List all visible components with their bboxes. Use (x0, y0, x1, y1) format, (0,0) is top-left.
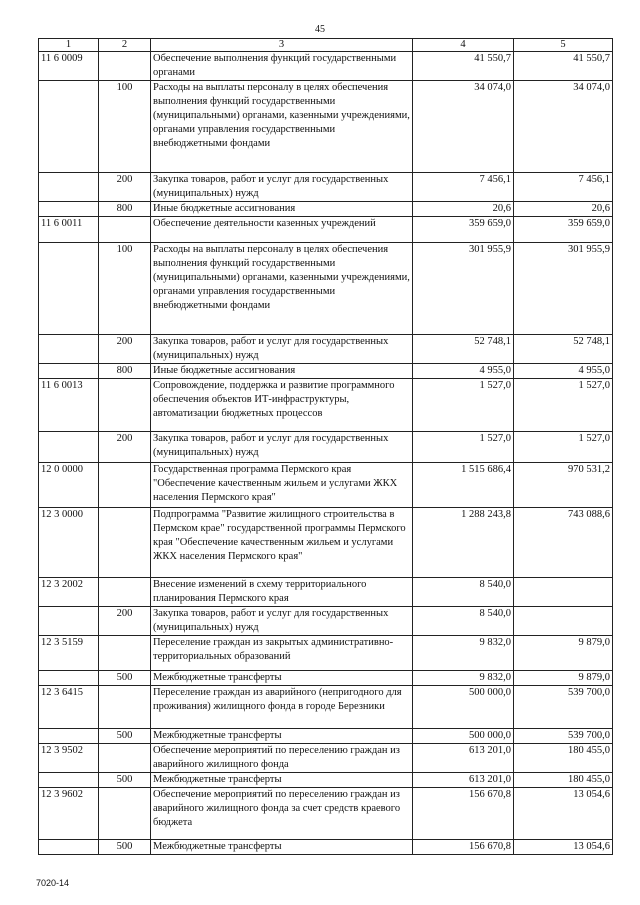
row-expense-type (99, 508, 151, 578)
row-value-2016 (514, 607, 613, 636)
row-name: Межбюджетные трансферты (151, 729, 413, 744)
table-row (39, 432, 613, 463)
row-value-2015: 500 000,0 (413, 686, 514, 729)
table-row (39, 744, 613, 773)
row-value-2015: 1 515 686,4 (413, 463, 514, 508)
row-expense-type: 200 (99, 607, 151, 636)
row-code: 11 6 0011 (39, 217, 99, 243)
row-name: Закупка товаров, работ и услуг для государственных (муниципальных) нужд (151, 432, 413, 463)
row-code (39, 773, 99, 788)
row-value-2016: 301 955,9 (514, 243, 613, 335)
row-value-2016: 9 879,0 (514, 636, 613, 671)
column-header: 4 (413, 39, 514, 52)
row-expense-type (99, 217, 151, 243)
row-expense-type (99, 52, 151, 81)
row-code: 12 3 2002 (39, 578, 99, 607)
row-code (39, 671, 99, 686)
row-name: Межбюджетные трансферты (151, 840, 413, 855)
row-value-2015: 20,6 (413, 202, 514, 217)
row-code (39, 729, 99, 744)
row-code: 12 0 0000 (39, 463, 99, 508)
row-value-2016: 41 550,7 (514, 52, 613, 81)
row-value-2016: 13 054,6 (514, 840, 613, 855)
row-value-2015: 156 670,8 (413, 840, 514, 855)
page-number: 45 (315, 24, 325, 35)
row-value-2016: 34 074,0 (514, 81, 613, 173)
row-code (39, 432, 99, 463)
row-name: Внесение изменений в схему территориального планирования Пермского края (151, 578, 413, 607)
row-value-2016: 539 700,0 (514, 686, 613, 729)
row-value-2016: 743 088,6 (514, 508, 613, 578)
row-expense-type (99, 788, 151, 840)
row-value-2015: 7 456,1 (413, 173, 514, 202)
row-value-2015: 9 832,0 (413, 671, 514, 686)
row-name: Обеспечение мероприятий по переселению граждан из аварийного жилищного фонда (151, 744, 413, 773)
table-row (39, 81, 613, 173)
row-value-2015: 34 074,0 (413, 81, 514, 173)
row-expense-type (99, 744, 151, 773)
row-code (39, 840, 99, 855)
row-expense-type (99, 686, 151, 729)
budget-table (38, 38, 613, 855)
column-header: 1 (39, 39, 99, 52)
row-value-2015: 1 527,0 (413, 432, 514, 463)
table-row (39, 52, 613, 81)
row-value-2015: 8 540,0 (413, 578, 514, 607)
row-expense-type (99, 636, 151, 671)
row-code (39, 607, 99, 636)
row-value-2016: 359 659,0 (514, 217, 613, 243)
table-row (39, 335, 613, 364)
header-row (39, 39, 613, 52)
table-row (39, 840, 613, 855)
row-name: Сопровождение, поддержка и развитие программного обеспечения объектов ИТ-инфраструктуры, автоматизации бюджетных процессов (151, 379, 413, 432)
table-row (39, 686, 613, 729)
row-name: Межбюджетные трансферты (151, 671, 413, 686)
row-expense-type: 500 (99, 729, 151, 744)
row-value-2015: 301 955,9 (413, 243, 514, 335)
row-expense-type: 200 (99, 432, 151, 463)
row-expense-type: 800 (99, 202, 151, 217)
row-code (39, 364, 99, 379)
row-value-2015: 1 527,0 (413, 379, 514, 432)
row-expense-type: 200 (99, 173, 151, 202)
row-name: Иные бюджетные ассигнования (151, 202, 413, 217)
row-code: 12 3 9602 (39, 788, 99, 840)
row-expense-type (99, 379, 151, 432)
row-value-2016: 1 527,0 (514, 379, 613, 432)
row-value-2015: 1 288 243,8 (413, 508, 514, 578)
table-row (39, 636, 613, 671)
row-value-2016: 9 879,0 (514, 671, 613, 686)
row-name: Обеспечение выполнения функций государственными органами (151, 52, 413, 81)
row-value-2016: 52 748,1 (514, 335, 613, 364)
row-value-2015: 359 659,0 (413, 217, 514, 243)
row-name: Закупка товаров, работ и услуг для государственных (муниципальных) нужд (151, 607, 413, 636)
row-code (39, 81, 99, 173)
row-code (39, 202, 99, 217)
footer-code: 7020-14 (36, 878, 70, 888)
row-value-2016: 180 455,0 (514, 773, 613, 788)
row-value-2016: 970 531,2 (514, 463, 613, 508)
table-row (39, 379, 613, 432)
row-code (39, 243, 99, 335)
row-code: 11 6 0013 (39, 379, 99, 432)
row-name: Закупка товаров, работ и услуг для государственных (муниципальных) нужд (151, 173, 413, 202)
row-name: Расходы на выплаты персоналу в целях обеспечения выполнения функций государственными (муниципальными) органами, казенными учреждениями, органами управления государственными внебюджетными фондами (151, 81, 413, 173)
row-value-2015: 9 832,0 (413, 636, 514, 671)
column-header: 3 (151, 39, 413, 52)
row-expense-type: 800 (99, 364, 151, 379)
table-row (39, 173, 613, 202)
table-row (39, 773, 613, 788)
row-name: Подпрограмма "Развитие жилищного строительства в Пермском крае" государственной программы Пермского края "Обеспечение качественным жильем и услугами ЖКХ населения Пермского края" (151, 508, 413, 578)
row-name: Иные бюджетные ассигнования (151, 364, 413, 379)
table-row (39, 463, 613, 508)
row-value-2015: 52 748,1 (413, 335, 514, 364)
row-value-2016: 20,6 (514, 202, 613, 217)
row-code: 12 3 9502 (39, 744, 99, 773)
row-code: 12 3 5159 (39, 636, 99, 671)
row-value-2016: 4 955,0 (514, 364, 613, 379)
row-value-2015: 613 201,0 (413, 744, 514, 773)
row-code: 12 3 6415 (39, 686, 99, 729)
table-row (39, 788, 613, 840)
column-header: 5 (514, 39, 613, 52)
row-value-2015: 8 540,0 (413, 607, 514, 636)
row-expense-type: 500 (99, 773, 151, 788)
table-row (39, 578, 613, 607)
table-row (39, 202, 613, 217)
row-value-2016: 180 455,0 (514, 744, 613, 773)
row-name: Расходы на выплаты персоналу в целях обеспечения выполнения функций государственными (муниципальными) органами, казенными учреждениями, органами управления государственными внебюджетными фондами (151, 243, 413, 335)
row-value-2016 (514, 578, 613, 607)
table-row (39, 729, 613, 744)
row-expense-type (99, 463, 151, 508)
row-value-2015: 500 000,0 (413, 729, 514, 744)
row-code: 12 3 0000 (39, 508, 99, 578)
row-value-2016: 13 054,6 (514, 788, 613, 840)
table-row (39, 671, 613, 686)
row-expense-type: 200 (99, 335, 151, 364)
row-name: Обеспечение мероприятий по переселению граждан из аварийного жилищного фонда за счет средств краевого бюджета (151, 788, 413, 840)
row-value-2015: 156 670,8 (413, 788, 514, 840)
row-code: 11 6 0009 (39, 52, 99, 81)
row-expense-type: 500 (99, 671, 151, 686)
row-expense-type (99, 578, 151, 607)
table-row (39, 607, 613, 636)
row-value-2015: 41 550,7 (413, 52, 514, 81)
row-value-2015: 4 955,0 (413, 364, 514, 379)
row-name: Переселение граждан из аварийного (непригодного для проживания) жилищного фонда в городе Березники (151, 686, 413, 729)
row-value-2016: 1 527,0 (514, 432, 613, 463)
row-expense-type: 100 (99, 81, 151, 173)
row-code (39, 173, 99, 202)
row-name: Государственная программа Пермского края "Обеспечение качественным жильем и услугами ЖКХ населения Пермского края" (151, 463, 413, 508)
row-expense-type: 100 (99, 243, 151, 335)
table-row (39, 217, 613, 243)
table-row (39, 243, 613, 335)
row-name: Закупка товаров, работ и услуг для государственных (муниципальных) нужд (151, 335, 413, 364)
row-value-2015: 613 201,0 (413, 773, 514, 788)
column-header: 2 (99, 39, 151, 52)
table-row (39, 364, 613, 379)
row-value-2016: 539 700,0 (514, 729, 613, 744)
row-code (39, 335, 99, 364)
row-name: Переселение граждан из закрытых административно-территориальных образований (151, 636, 413, 671)
table-row (39, 508, 613, 578)
row-value-2016: 7 456,1 (514, 173, 613, 202)
row-name: Межбюджетные трансферты (151, 773, 413, 788)
row-name: Обеспечение деятельности казенных учреждений (151, 217, 413, 243)
row-expense-type: 500 (99, 840, 151, 855)
